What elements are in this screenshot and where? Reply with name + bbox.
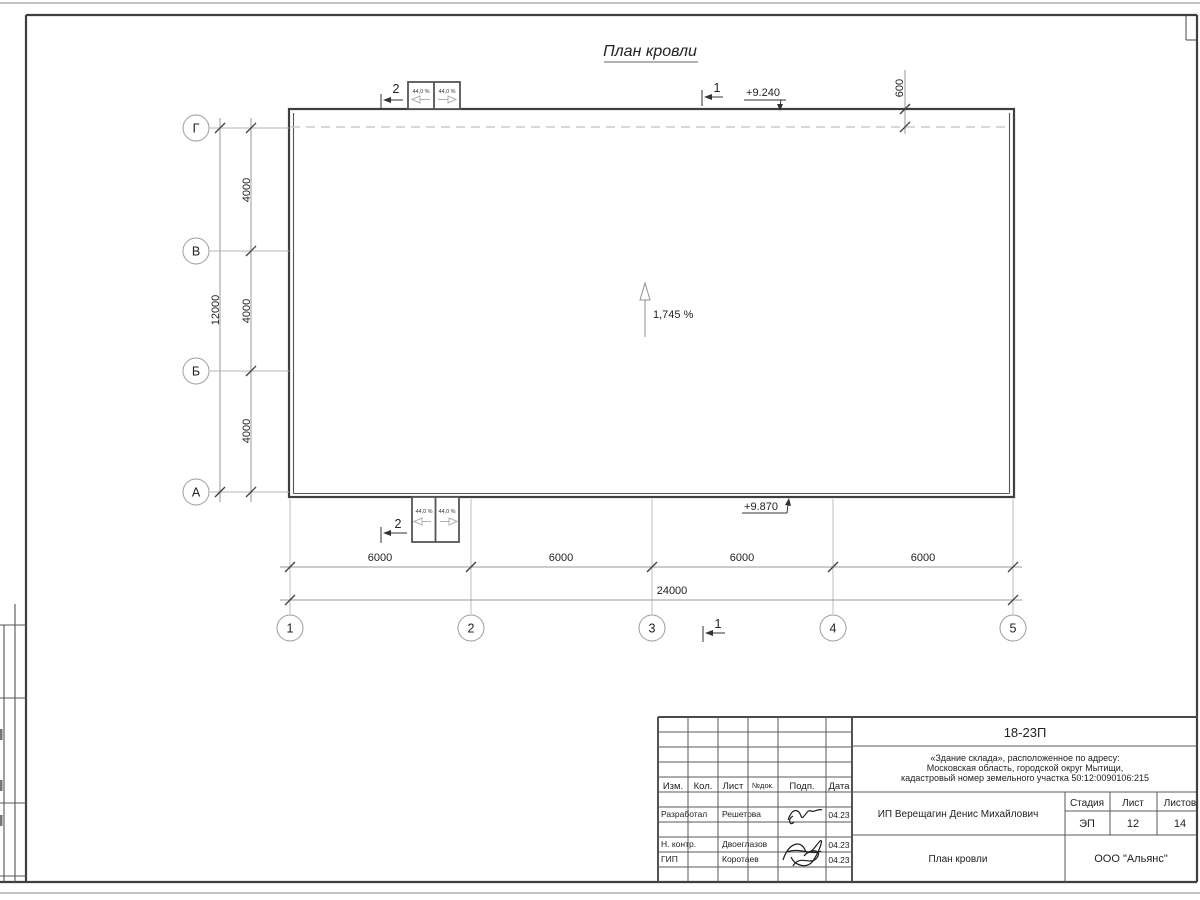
staff-role-2: Н. контр. bbox=[661, 839, 697, 849]
slope-arrowhead-icon bbox=[640, 283, 650, 300]
axis-lines bbox=[210, 128, 1013, 614]
elevation-top bbox=[744, 87, 786, 111]
col-header-list: Лист bbox=[722, 781, 744, 792]
dim-row-spacing-2: 4000 bbox=[241, 298, 253, 324]
dim-row-spacing-3: 4000 bbox=[241, 418, 253, 444]
canopy-slope-label: 44,0 % bbox=[415, 509, 433, 515]
staff-name-2: Двоеглазов bbox=[722, 839, 768, 849]
cutoff-text-fragment bbox=[0, 780, 3, 791]
document-code: 18-23П bbox=[1003, 725, 1047, 740]
signature-dvoeglazov bbox=[783, 841, 821, 866]
canopy-slope-label: 44,0 % bbox=[438, 509, 456, 515]
cutoff-text-fragment bbox=[0, 729, 3, 740]
canopy-top bbox=[408, 82, 460, 109]
staff-date-2: 04.23 bbox=[828, 840, 850, 850]
section-arrow-icon bbox=[383, 530, 391, 536]
column-axis-bubbles bbox=[277, 615, 1026, 641]
section-label: 2 bbox=[394, 517, 402, 531]
dim-col-spacing-2: 6000 bbox=[548, 552, 574, 564]
axis-row-b: Б bbox=[191, 364, 201, 379]
canopy-bottom bbox=[412, 497, 459, 542]
staff-name-3: Коротаев bbox=[722, 854, 759, 864]
main-slope-arrow bbox=[640, 283, 694, 337]
staff-date-1: 04.23 bbox=[828, 810, 850, 820]
left-dimensions bbox=[210, 118, 256, 502]
canopy-slope-label: 44,0 % bbox=[412, 89, 430, 95]
client-name: ИП Верещагин Денис Михайлович bbox=[877, 809, 1039, 820]
axis-col-3: 3 bbox=[648, 621, 656, 636]
organization-name: ООО "Альянс" bbox=[1094, 853, 1168, 865]
axis-col-4: 4 bbox=[829, 621, 837, 636]
staff-name-1: Решетова bbox=[722, 809, 761, 819]
project-description-line1: «Здание склада», расположенное по адресу: bbox=[930, 753, 1120, 763]
main-slope-label: 1,745 % bbox=[653, 309, 694, 321]
stage-value: ЭП bbox=[1079, 818, 1095, 830]
section-label: 1 bbox=[713, 81, 721, 95]
axis-col-2: 2 bbox=[467, 621, 475, 636]
dim-col-total: 24000 bbox=[656, 585, 688, 597]
axis-row-a: А bbox=[191, 485, 201, 500]
axis-col-5: 5 bbox=[1009, 621, 1017, 636]
dim-overhang: 600 bbox=[894, 78, 906, 98]
section-mark-2-bottom bbox=[381, 517, 407, 543]
sheet-header: Лист bbox=[1122, 798, 1144, 809]
staff-role-3: ГИП bbox=[661, 854, 678, 864]
axis-row-v: В bbox=[191, 244, 201, 259]
elevation-bottom-label: +9.870 bbox=[744, 501, 778, 513]
canopy-slope-label: 44,0 % bbox=[438, 89, 456, 95]
section-arrow-icon bbox=[704, 94, 712, 100]
col-header-sign: Подп. bbox=[789, 781, 815, 792]
overhang-dimension bbox=[894, 70, 910, 134]
elevation-top-label: +9.240 bbox=[746, 87, 780, 99]
sheet-frame bbox=[0, 15, 1197, 882]
dim-col-spacing-4: 6000 bbox=[910, 552, 936, 564]
bottom-dimensions bbox=[280, 552, 1022, 605]
elevation-bottom bbox=[742, 498, 791, 513]
col-header-date: Дата bbox=[828, 781, 850, 792]
dim-col-spacing-1: 6000 bbox=[367, 552, 393, 564]
roof-outline bbox=[289, 109, 1014, 497]
axis-col-1: 1 bbox=[286, 621, 294, 636]
section-mark-1-top bbox=[702, 81, 723, 106]
col-header-kol: Кол. bbox=[693, 781, 713, 792]
section-mark-2-top bbox=[381, 82, 403, 110]
section-mark-1-bottom bbox=[703, 617, 725, 642]
axis-row-g: Г bbox=[192, 121, 200, 136]
left-margin-table bbox=[0, 604, 26, 882]
row-axis-bubbles bbox=[183, 115, 209, 505]
section-arrow-icon bbox=[383, 97, 391, 103]
section-label: 2 bbox=[392, 82, 400, 96]
sheets-value: 14 bbox=[1173, 818, 1187, 830]
sheet-value: 12 bbox=[1126, 818, 1140, 830]
dim-row-total: 12000 bbox=[210, 294, 222, 326]
col-header-docno: №док. bbox=[752, 781, 774, 790]
staff-date-3: 04.23 bbox=[828, 855, 850, 865]
cutoff-text-fragment bbox=[0, 815, 3, 826]
title-block bbox=[658, 717, 1197, 882]
section-arrow-icon bbox=[705, 630, 713, 636]
col-header-izm: Изм. bbox=[662, 781, 684, 792]
dim-col-spacing-3: 6000 bbox=[729, 552, 755, 564]
sheets-header: Листов bbox=[1163, 798, 1197, 809]
page-title: План кровли bbox=[603, 43, 697, 60]
elevation-arrow-icon bbox=[785, 498, 791, 506]
dim-row-spacing-1: 4000 bbox=[241, 177, 253, 203]
stage-header: Стадия bbox=[1069, 798, 1105, 809]
staff-role-1: Разработал bbox=[661, 809, 708, 819]
section-label: 1 bbox=[714, 617, 722, 631]
project-description-line2: Московская область, городской округ Мытищи, bbox=[926, 763, 1124, 773]
project-description-line3: кадастровый номер земельного участка 50:12:0090106:215 bbox=[901, 773, 1149, 783]
signature-reshetova bbox=[788, 810, 822, 824]
sheet-name: План кровли bbox=[928, 854, 988, 865]
